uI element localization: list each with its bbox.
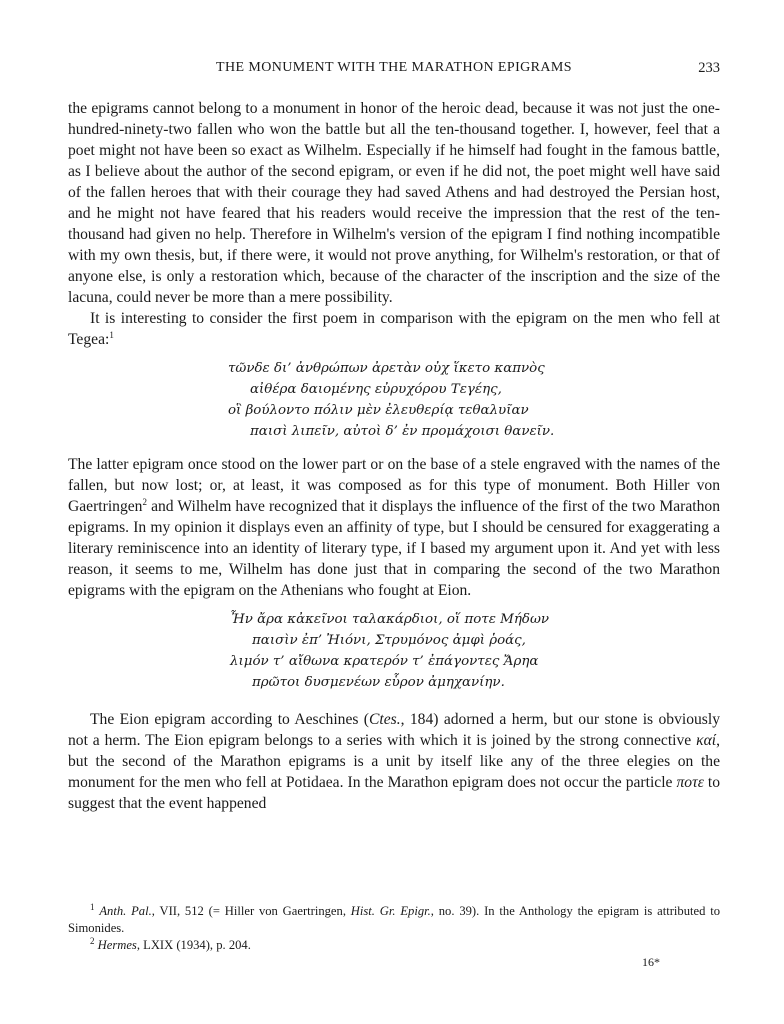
paragraph-4-part2: , 184) adorned a herm, but our stone is obviously not a herm. The Eion epigram belongs to a series with which it is joined by the strong connective — [68, 711, 721, 749]
paragraph-3-part2: and Wilhelm have recognized that it displays the influence of the first of the two Marathon epigrams. In my opinion it displays even an affinity of type, but I should be censured for exaggerating a literary reminiscence into an identity of literary type, if I based my argument upon it. And yet with less reason, it seems to me, Wilhelm has done just that in comparing the second of the two Marathon epigrams with the epigram on the Athenians who fought at Eion. — [68, 498, 720, 599]
greek-kai: καί — [696, 732, 717, 749]
paragraph-2 — [68, 308, 720, 350]
footnote-marker: 1 — [90, 901, 95, 912]
running-title: THE MONUMENT WITH THE MARATHON EPIGRAMS — [216, 60, 572, 75]
poem-line: λιμόν τ’ αἴθωνα κρατερόν τ’ ἐπάγοντες Ἄρηα — [230, 654, 539, 669]
poem-line: παισὶν ἐπ’ Ἠιόνι, Στρυμόνος ἀμφὶ ῥοάς, — [252, 633, 526, 648]
footnote-2 — [68, 937, 720, 954]
page-number: 233 — [698, 60, 720, 76]
footnote-1-text: , VII, 512 (= Hiller von Gaertringen, — [151, 904, 351, 918]
tegea-epigram — [68, 358, 720, 442]
footnote-1 — [68, 903, 720, 937]
citation-ctes: Ctes. — [369, 711, 401, 728]
paragraph-3-part1: The latter epigram once stood on the lower part or on the base of a stele engraved with the names of the fallen, but now lost; or, at least, it was composed as for this type of monument. Both Hiller von Gaertringen — [68, 456, 720, 515]
paragraph-4-part4: to suggest that the event happened — [68, 774, 721, 812]
poem-line: αἰθέρα δαιομένης εὐρυχόρου Τεγέης, — [250, 382, 502, 397]
eion-epigram — [68, 609, 720, 693]
signature-mark: 16* — [642, 955, 660, 969]
footnote-1-text-end: , no. 39). In the Anthology the epigram is attributed to Simonides. — [68, 904, 720, 935]
poem-line: τῶνδε δι’ ἀνθρώπων ἀρετὰν οὐχ ἵκετο καπνὸς — [228, 361, 545, 376]
citation-hist-gr-epigr: Hist. Gr. Epigr. — [350, 904, 431, 918]
poem-line: πρῶτοι δυσμενέων εὗρον ἀμηχανίην. — [252, 675, 505, 690]
citation-hermes: Hermes — [97, 938, 137, 952]
paragraph-1: the epigrams cannot belong to a monument in honor of the heroic dead, because it was not just the one-hundred-ninety-two fallen who won the battle but all the ten-thousand together. I, however, feel that a poet might not have been so exact as Wilhelm. Especially if he himself had fought in the famous battle, as I believe about the author of the second epigram, or even if he did not, the poet might well have said of the fallen heroes that with their courage they had saved Athens and had destroyed the Persian host, and he might not have feared that his readers would receive the impression that the rest of the ten-thousand had given no help. Therefore in Wilhelm's version of the epigram I find nothing incompatible with my own thesis, but, if there were, it would not prove anything, for Wilhelm's restoration, or that of anyone else, is only a restoration which, because of the character of the inscription and the size of the lacuna, could never be more than a mere possibility. — [68, 100, 720, 306]
poem-line: παισὶ λιπεῖν, αὐτοὶ δ’ ἐν προμάχοισι θανεῖν. — [250, 424, 555, 439]
paragraph-3 — [68, 454, 720, 601]
paragraph-2-text: It is interesting to consider the first poem in comparison with the epigram on the men who fell at Tegea: — [68, 310, 720, 348]
poem-line: οἳ βούλοντο πόλιν μὲν ἐλευθερίᾳ τεθαλυῖαν — [228, 403, 529, 418]
paragraph-4-part3: , but the second of the Marathon epigrams is a unit by itself like any of the three elegies on the monument for the men who fell at Potidaea. In the Marathon epigram does not occur the particle — [68, 732, 720, 791]
footnotes — [68, 903, 720, 954]
footnote-marker: 2 — [90, 935, 95, 946]
footnote-ref-1: 1 — [109, 329, 114, 340]
greek-pote: ποτε — [676, 774, 704, 791]
footnote-ref-2: 2 — [142, 496, 147, 507]
poem-line: Ἦν ἄρα κἀκεῖνοι ταλακάρδιοι, οἵ ποτε Μήδων — [230, 612, 550, 627]
footnote-2-text: , LXIX (1934), p. 204. — [136, 938, 251, 952]
body-text — [68, 98, 720, 814]
paragraph-4 — [68, 709, 720, 814]
running-header — [68, 60, 720, 84]
citation-anth-pal: Anth. Pal. — [99, 904, 152, 918]
paragraph-4-part1: The Eion epigram according to Aeschines ( — [90, 711, 369, 728]
